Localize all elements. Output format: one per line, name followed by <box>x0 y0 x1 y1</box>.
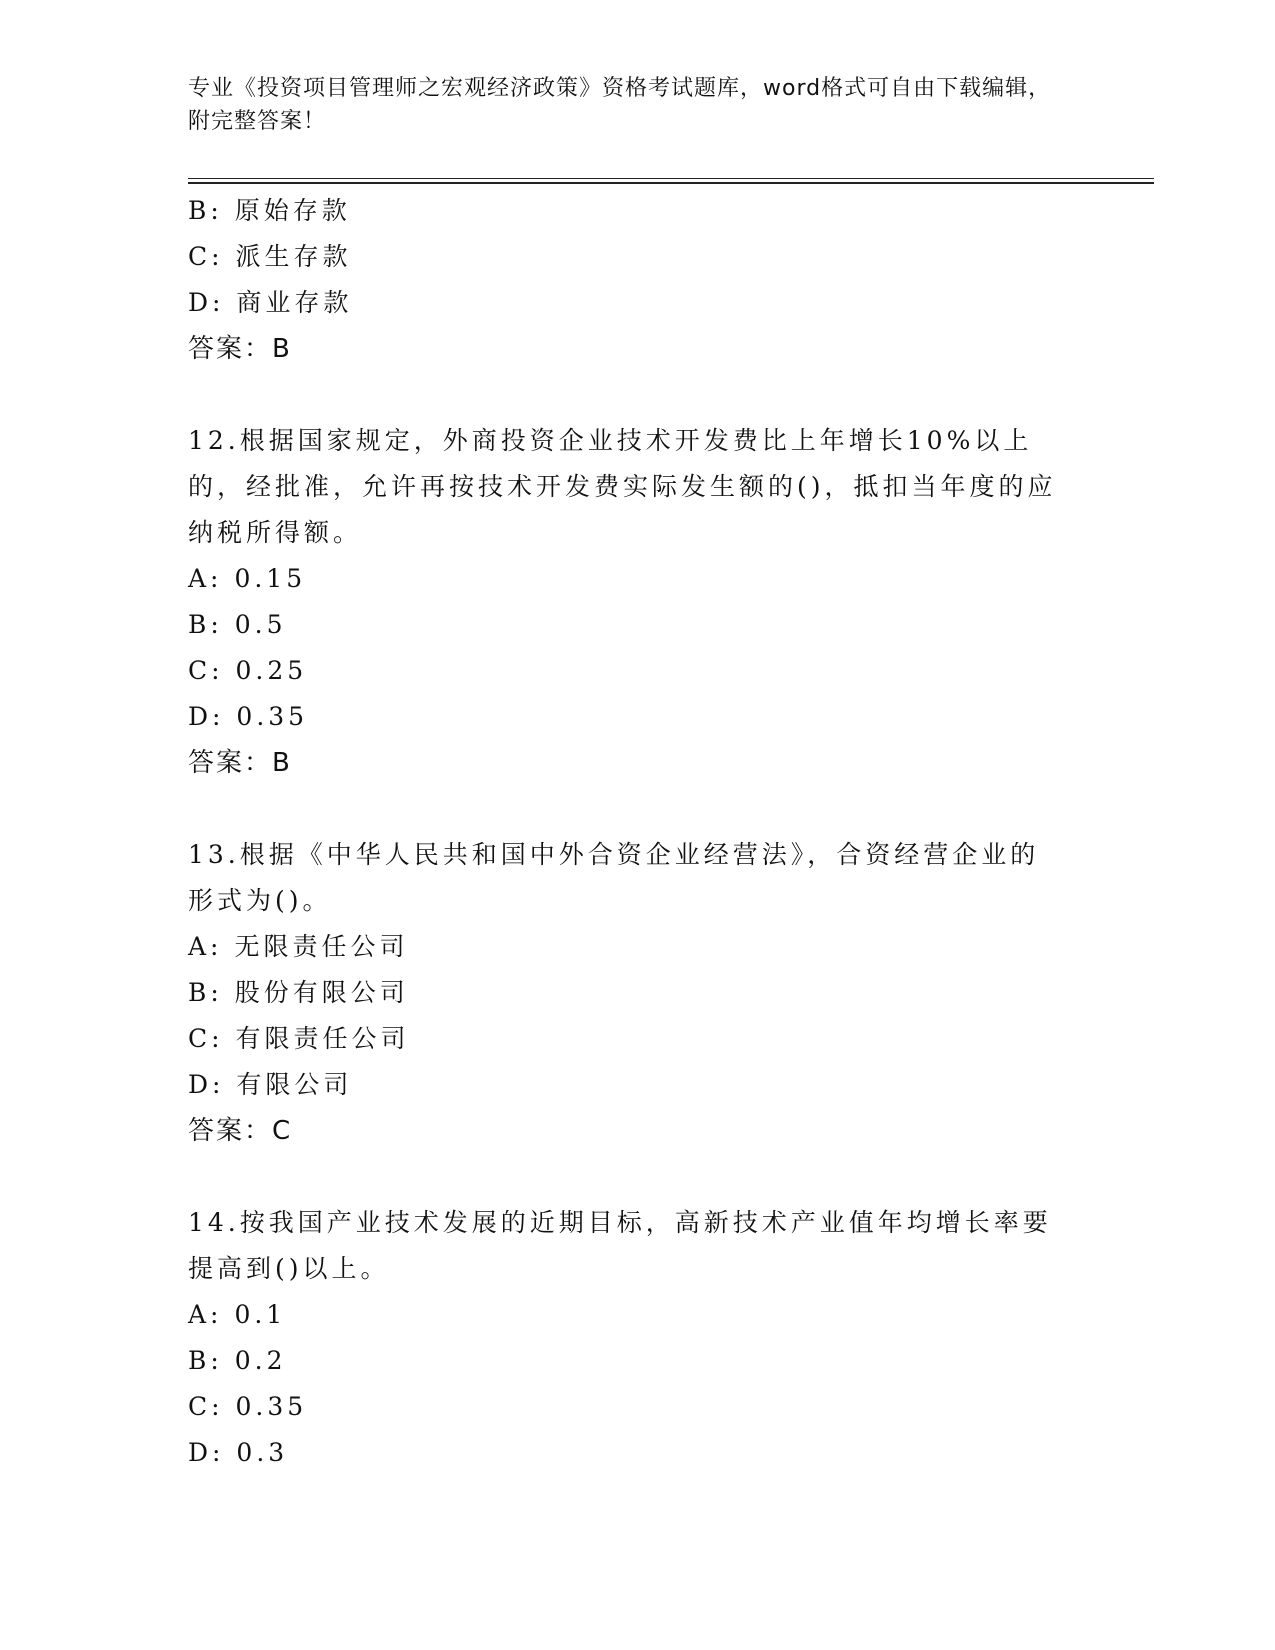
answer: 答案：B <box>188 334 292 364</box>
option-letter: B: <box>188 978 223 1007</box>
option-letter: C: <box>188 1392 224 1421</box>
option-a <box>188 1292 1088 1338</box>
question-11-partial <box>188 188 1088 372</box>
option-text: 0.35 <box>235 1392 308 1421</box>
option-text: 0.15 <box>234 564 307 593</box>
document-header <box>188 72 1068 138</box>
option-b <box>188 602 1088 648</box>
option-letter: A: <box>188 564 223 593</box>
option-letter: A: <box>188 932 223 961</box>
option-text: 0.1 <box>234 1300 287 1329</box>
option-d <box>188 280 1088 326</box>
option-text: 股份有限公司 <box>234 978 409 1007</box>
option-d <box>188 1062 1088 1108</box>
option-c <box>188 1016 1088 1062</box>
question-14 <box>188 1200 1088 1476</box>
question-13 <box>188 832 1088 1154</box>
option-c <box>188 1384 1088 1430</box>
answer: 答案：C <box>188 1116 293 1146</box>
header-divider-thin <box>188 178 1154 179</box>
option-d <box>188 694 1088 740</box>
option-c <box>188 648 1088 694</box>
option-b <box>188 970 1088 1016</box>
question-12 <box>188 418 1088 786</box>
header-title: 专业《投资项目管理师之宏观经济政策》资格考试题库，word格式可自由下载编辑，附完整答案！ <box>188 76 1052 134</box>
option-text: 0.5 <box>234 610 287 639</box>
option-text: 商业存款 <box>236 288 353 317</box>
option-text: 有限公司 <box>236 1070 353 1099</box>
option-a <box>188 924 1088 970</box>
option-letter: A: <box>188 1300 223 1329</box>
option-letter: B: <box>188 196 223 225</box>
option-d <box>188 1430 1088 1476</box>
question-text: 14.按我国产业技术发展的近期目标，高新技术产业值年均增长率要提高到()以上。 <box>188 1208 1052 1283</box>
option-letter: C: <box>188 1024 224 1053</box>
option-letter: D: <box>188 1070 225 1099</box>
option-letter: D: <box>188 702 225 731</box>
answer: 答案：B <box>188 748 292 778</box>
option-letter: D: <box>188 288 225 317</box>
option-c <box>188 234 1088 280</box>
option-letter: B: <box>188 610 223 639</box>
option-b <box>188 188 1088 234</box>
option-letter: C: <box>188 242 224 271</box>
option-text: 0.2 <box>234 1346 287 1375</box>
option-text: 原始存款 <box>234 196 351 225</box>
option-letter: C: <box>188 656 224 685</box>
option-text: 无限责任公司 <box>234 932 409 961</box>
option-text: 0.35 <box>236 702 309 731</box>
option-text: 0.25 <box>235 656 308 685</box>
question-text: 12.根据国家规定，外商投资企业技术开发费比上年增长10%以上的，经批准，允许再按技术开发费实际发生额的()，抵扣当年度的应纳税所得额。 <box>188 426 1057 547</box>
option-text: 派生存款 <box>235 242 352 271</box>
option-a <box>188 556 1088 602</box>
option-text: 有限责任公司 <box>235 1024 410 1053</box>
question-text: 13.根据《中华人民共和国中外合资企业经营法》，合资经营企业的形式为()。 <box>188 840 1040 915</box>
option-letter: D: <box>188 1438 225 1467</box>
option-b <box>188 1338 1088 1384</box>
option-letter: B: <box>188 1346 223 1375</box>
question-list <box>188 188 1088 1476</box>
option-text: 0.3 <box>236 1438 289 1467</box>
header-divider-thick <box>188 182 1154 184</box>
